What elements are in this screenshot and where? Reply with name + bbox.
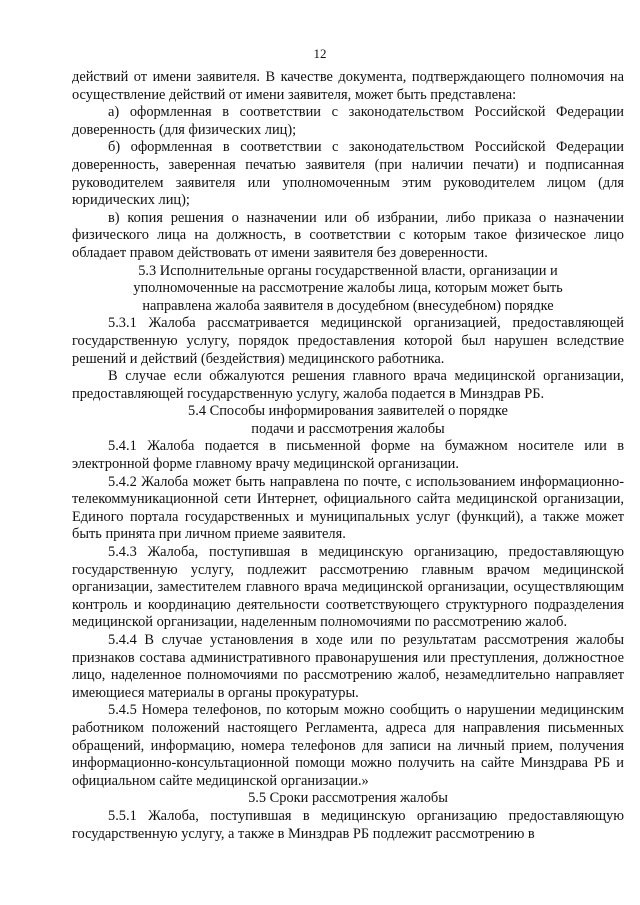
paragraph-5-5-1: 5.5.1 Жалоба, поступившая в медицинскую организацию предоставляющую государственную услугу, а также в Минздрав РБ подлежит рассмотрению в [72,807,624,842]
paragraph-5-4-1: 5.4.1 Жалоба подается в письменной форме на бумажном носителе или в электронной форме главному врачу медицинской организации. [72,438,624,473]
section-heading-5-5: 5.5 Сроки рассмотрения жалобы [248,790,448,807]
paragraph-continuation: действий от имени заявителя. В качестве документа, подтверждающего полномочия на осуществление действий от имени заявителя, может быть представлена: [72,69,624,103]
paragraph-5-4-2: 5.4.2 Жалоба может быть направлена по почте, с использованием информационно-телекоммуникационной сети Интернет, официального сайта медицинской организации, Единого портала государственных и муниципальных услуг (функций), а также может быть принята при личном приеме заявителя. [72,473,624,543]
section-heading-5-4: 5.4 Способы информирования заявителей о порядке подачи и рассмотрения жалобы [188,403,508,437]
paragraph-item-c: в) копия решения о назначении или об избрании, либо приказа о назначении физического лица на должность, в соответствии с которым такое физическое лицо обладает правом действовать от имени заявителя без доверенности. [72,209,624,261]
paragraph-5-4-5: 5.4.5 Номера телефонов, по которым можно сообщить о нарушении медицинским работником положений настоящего Регламента, адреса для направления письменных обращений, информацию, номера телефонов для записи на личный прием, получения информационно-консультационной помощи можно получить на сайте Минздрава РБ и официальном сайте медицинской организации.» [72,702,624,789]
paragraph-5-4-4: 5.4.4 В случае установления в ходе или по результатам рассмотрения жалобы признаков состава административного правонарушения или преступления, должностное лицо, наделенное полномочиями по рассмотрению жалоб, незамедлительно направляет имеющиеся материалы в органы прокуратуры. [72,632,624,701]
paragraph-5-3-1: 5.3.1 Жалоба рассматривается медицинской организацией, предоставляющей государственную услугу, порядок предоставления которой был нарушен вследствие решений и действий (бездействия) медицинского работника. [72,315,624,367]
paragraph-5-3-2: В случае если обжалуются решения главного врача медицинской организации, предоставляющей государственную услугу, жалоба подается в Минздрав РБ. [72,368,624,402]
paragraph-item-b: б) оформленная в соответствии с законодательством Российской Федерации доверенность, заверенная печатью заявителя (при наличии печати) и подписанная руководителем заявителя или уполномоченным этим руководителем лицом (для юридических лиц); [72,139,624,209]
paragraph-item-a: а) оформленная в соответствии с законодательством Российской Федерации доверенность (для физических лиц); [72,104,624,138]
section-heading-5-3: 5.3 Исполнительные органы государственной власти, организации и уполномоченные на рассмотрение жалобы лица, которым может быть направлена жалоба заявителя в досудебном (внесудебном) порядке [133,262,563,314]
paragraph-5-4-3: 5.4.3 Жалоба, поступившая в медицинскую организацию, предоставляющую государственную услугу, подлежит рассмотрению главным врачом медицинской организации, заместителем главного врача медицинской организации, осуществляющим контроль и координацию деятельности соответствующего структурного подразделения медицинской организации, наделенным полномочиями по рассмотрению жалоб. [72,544,624,631]
document-body [72,69,624,843]
page-number: 12 [313,46,327,61]
